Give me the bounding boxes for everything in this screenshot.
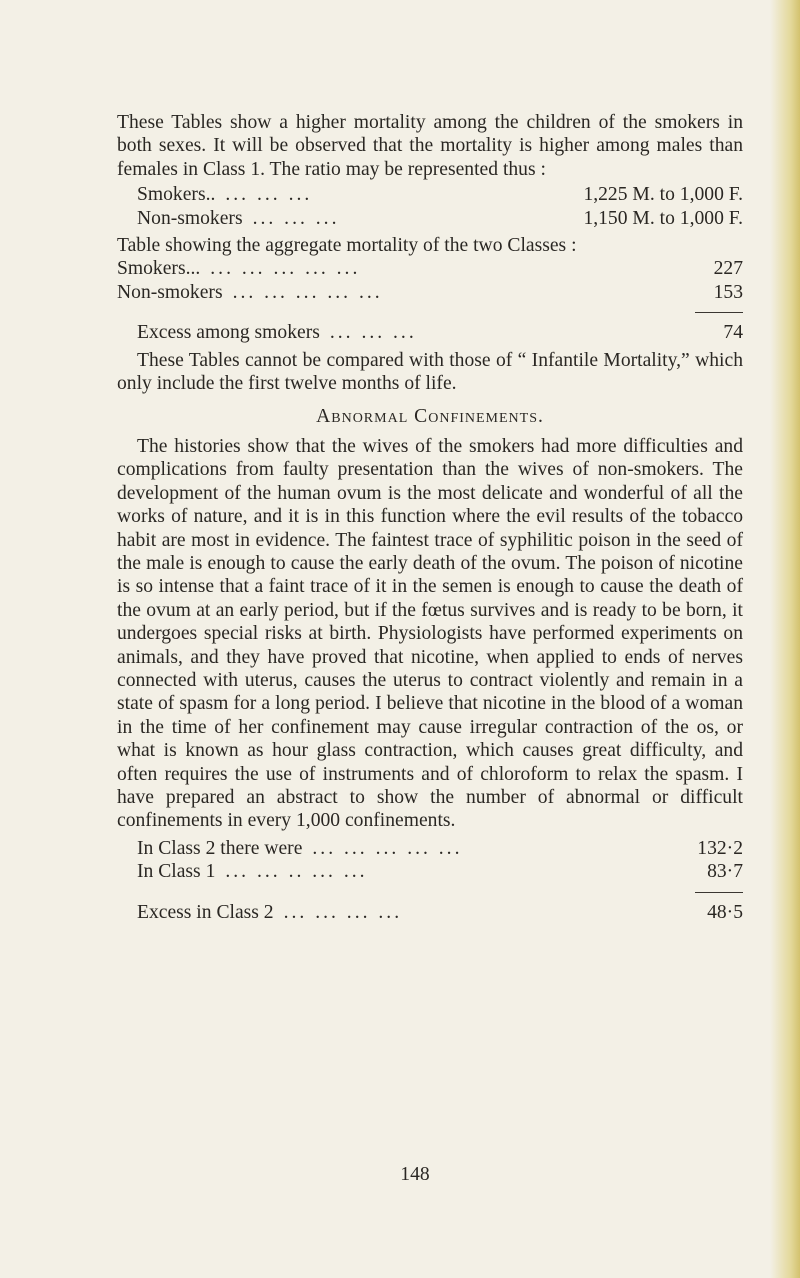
- row-label: In Class 2 there were: [137, 837, 303, 859]
- paragraph-confinements: The histories show that the wives of the smokers had more difficulties and complications from faulty presentation than the wives of non-smokers. The development of the human ovum is the most delicate and wonderful of all the works of nature, and it is in this function where the evil results of the tobacco habit are most in evidence. The faintest trace of syphilitic poison in the seed of the male is enough to cause the early death of the ovum. The poison of nicotine is so intense that a faint trace of it in the semen is enough to cause the death of the ovum at an early period, but if the fœtus survives and is ready to be born, it undergoes special risks at birth. Physiologists have performed experiments on animals, and they have proved that nicotine, when applied to ends of nerves connected with uterus, causes the uterus to contract violently and remain in a state of spasm for a long period. I believe that nicotine in the blood of a woman in the time of her confinement may cause irregular contraction of the os, or what is known as hour glass contraction, which causes great difficulty, and often requires the use of instruments and of chloroform to relax the spasm. I have prepared an abstract to show the number of abnormal or difficult confinements in every 1,000 confinements.: [117, 435, 743, 832]
- aggregate-intro: Table showing the aggregate mortality of the two Classes :: [117, 235, 577, 257]
- row-label: Excess in Class 2: [137, 901, 274, 923]
- row-label: Non-smokers: [137, 207, 243, 229]
- row-value: 227: [713, 258, 743, 280]
- row-label: In Class 1: [137, 861, 216, 883]
- sum-rule: [695, 312, 743, 313]
- row-value: 132·2: [697, 837, 743, 859]
- row-dots: ... ... ... ... ...: [232, 281, 383, 303]
- ratio-row-smokers: [117, 183, 743, 206]
- page-edge-shading: [770, 0, 800, 1278]
- page-number: 148: [400, 1164, 430, 1185]
- row-label: Smokers..: [137, 184, 216, 206]
- aggregate-table: [117, 257, 743, 344]
- row-dots: ... ... ... ... ...: [210, 258, 361, 280]
- aggregate-row-smokers: [117, 257, 743, 280]
- row-value: 48·5: [707, 901, 743, 923]
- row-dots: ... ... ...: [329, 322, 417, 344]
- class-row-2: [117, 837, 743, 860]
- paragraph-infantile: These Tables cannot be compared with those of “ Infantile Mortality,” which only include the first twelve months of life.: [117, 349, 743, 395]
- class-row-1: [117, 860, 743, 883]
- section-heading: Abnormal Confinements.: [316, 406, 544, 428]
- row-dots: ... ... ...: [252, 207, 340, 229]
- row-value: 1,150 M. to 1,000 F.: [583, 207, 743, 229]
- page-text: [117, 111, 743, 924]
- row-value: 153: [713, 281, 743, 303]
- ratio-row-non-smokers: [117, 207, 743, 230]
- row-label: Excess among smokers: [137, 322, 320, 344]
- paragraph-mortality: These Tables show a higher mortality among the children of the smokers in both sexes. It will be observed that the mortality is higher among males than females in Class 1. The ratio may be represented thus :: [117, 112, 743, 180]
- row-dots: ... ... ... ... ...: [312, 837, 463, 859]
- aggregate-row-non-smokers: [117, 281, 743, 304]
- row-value: 1,225 M. to 1,000 F.: [583, 184, 743, 206]
- aggregate-excess-row: [137, 321, 743, 344]
- row-label: Non-smokers: [117, 281, 223, 303]
- row-label: Smokers...: [117, 258, 201, 280]
- row-dots: ... ... ...: [225, 184, 313, 206]
- class-excess-row: [117, 901, 743, 924]
- row-dots: ... ... .. ... ...: [225, 861, 368, 883]
- ratio-table: [117, 183, 743, 230]
- row-value: 74: [723, 322, 743, 344]
- sum-rule: [695, 892, 743, 893]
- row-dots: ... ... ... ...: [283, 901, 403, 923]
- class-table: [117, 837, 743, 924]
- row-value: 83·7: [707, 861, 743, 883]
